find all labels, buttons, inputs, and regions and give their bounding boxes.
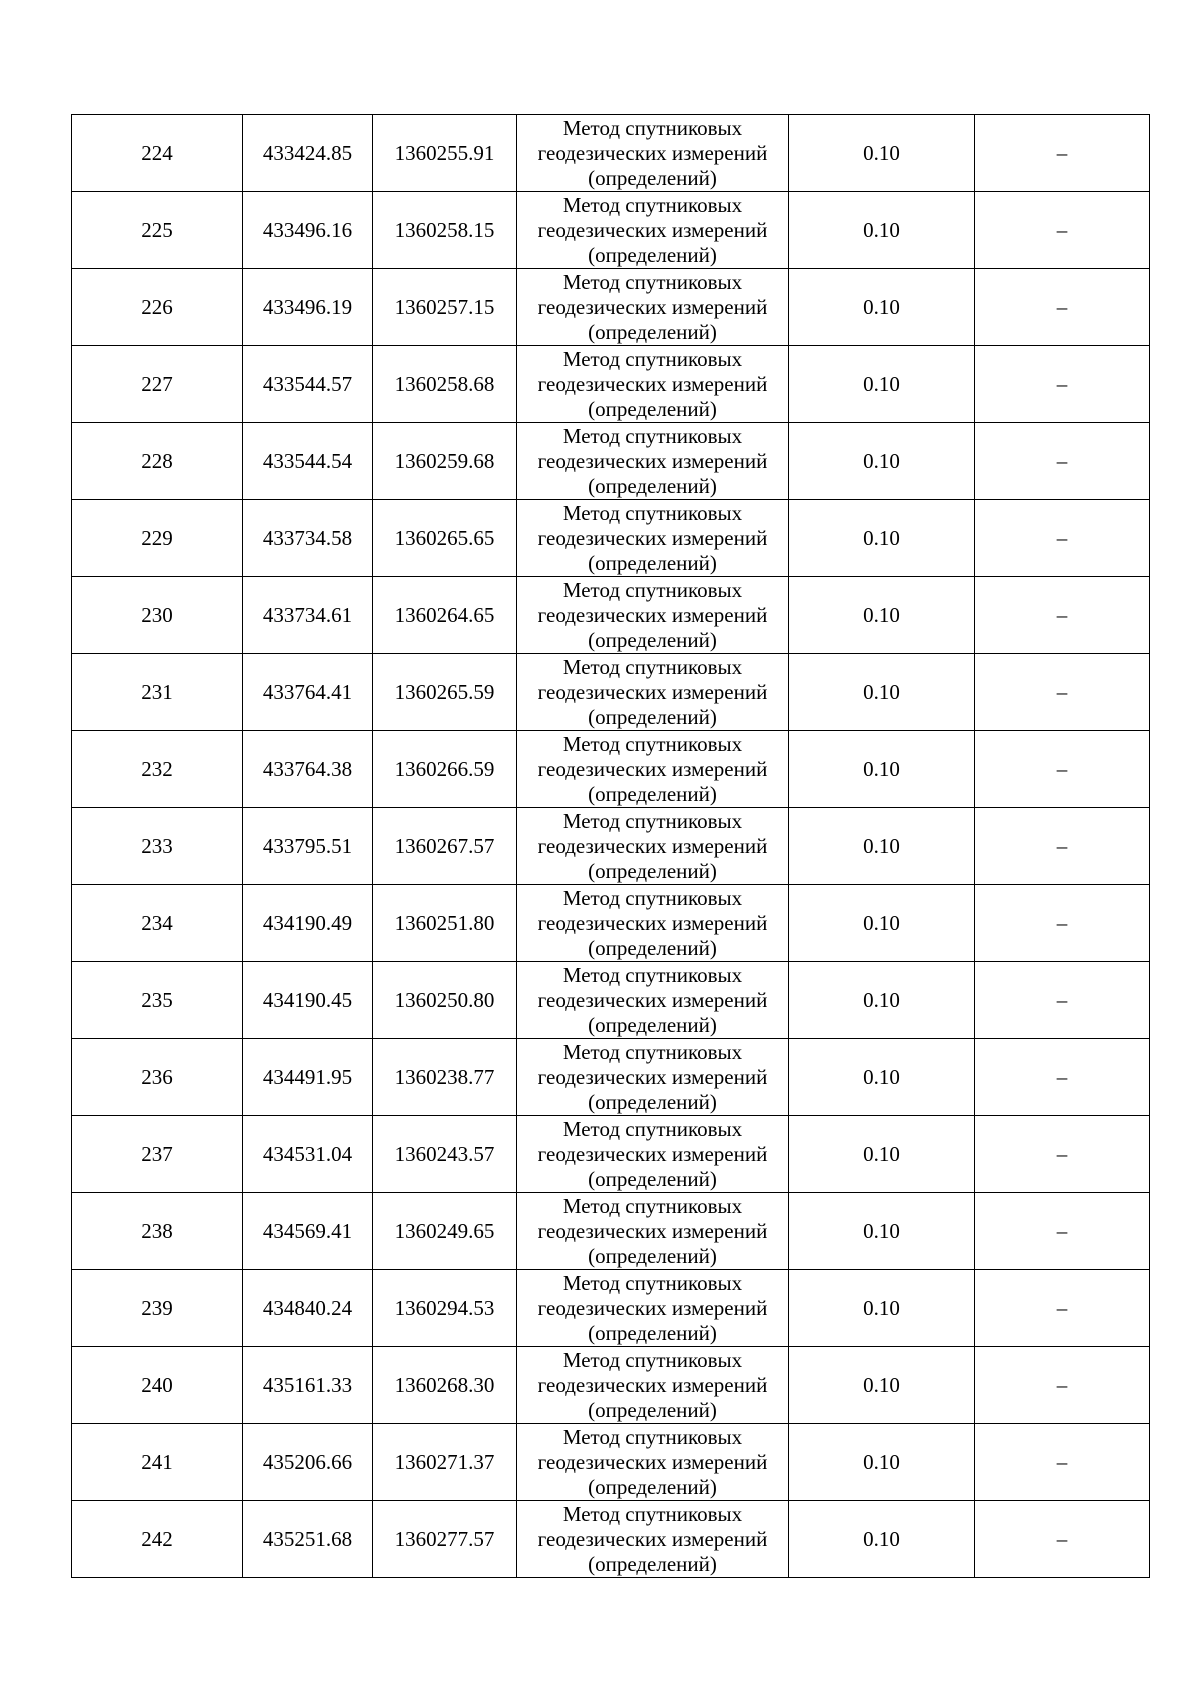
accuracy-cell: 0.10 — [789, 1501, 975, 1578]
method-line: геодезических измерений — [537, 1141, 768, 1166]
method-line: (определений) — [588, 627, 717, 652]
note-cell: – — [975, 346, 1150, 423]
accuracy-cell: 0.10 — [789, 269, 975, 346]
method-cell — [517, 192, 789, 269]
method-line: Метод спутниковых — [562, 808, 743, 833]
table-row — [72, 1347, 1150, 1424]
method-line: (определений) — [588, 935, 717, 960]
table-row — [72, 1193, 1150, 1270]
note-cell: – — [975, 1424, 1150, 1501]
method-line: геодезических измерений — [537, 1295, 768, 1320]
accuracy-cell: 0.10 — [789, 500, 975, 577]
table-row — [72, 731, 1150, 808]
point-number-cell: 240 — [72, 1347, 243, 1424]
method-line: геодезических измерений — [537, 987, 768, 1012]
table-row — [72, 1501, 1150, 1578]
method-line: геодезических измерений — [537, 910, 768, 935]
method-line: Метод спутниковых — [562, 1270, 743, 1295]
point-number-cell: 233 — [72, 808, 243, 885]
method-cell — [517, 962, 789, 1039]
accuracy-cell: 0.10 — [789, 731, 975, 808]
method-line: Метод спутниковых — [562, 1501, 743, 1526]
y-coordinate-cell: 1360250.80 — [373, 962, 517, 1039]
method-cell — [517, 1424, 789, 1501]
method-line: геодезических измерений — [537, 1372, 768, 1397]
accuracy-cell: 0.10 — [789, 808, 975, 885]
method-line: (определений) — [588, 165, 717, 190]
point-number-cell: 224 — [72, 115, 243, 192]
y-coordinate-cell: 1360243.57 — [373, 1116, 517, 1193]
point-number-cell: 236 — [72, 1039, 243, 1116]
method-cell — [517, 808, 789, 885]
note-cell: – — [975, 808, 1150, 885]
note-cell: – — [975, 269, 1150, 346]
x-coordinate-cell: 433544.57 — [243, 346, 373, 423]
method-line: геодезических измерений — [537, 525, 768, 550]
accuracy-cell: 0.10 — [789, 1193, 975, 1270]
method-line: Метод спутниковых — [562, 654, 743, 679]
accuracy-cell: 0.10 — [789, 654, 975, 731]
method-line: Метод спутниковых — [562, 500, 743, 525]
note-cell: – — [975, 1039, 1150, 1116]
y-coordinate-cell: 1360255.91 — [373, 115, 517, 192]
accuracy-cell: 0.10 — [789, 1039, 975, 1116]
y-coordinate-cell: 1360264.65 — [373, 577, 517, 654]
method-line: Метод спутниковых — [562, 115, 743, 140]
note-cell: – — [975, 962, 1150, 1039]
note-cell: – — [975, 192, 1150, 269]
method-line: Метод спутниковых — [562, 1116, 743, 1141]
method-line: Метод спутниковых — [562, 577, 743, 602]
method-line: геодезических измерений — [537, 1526, 768, 1551]
y-coordinate-cell: 1360265.65 — [373, 500, 517, 577]
point-number-cell: 229 — [72, 500, 243, 577]
note-cell: – — [975, 423, 1150, 500]
method-line: геодезических измерений — [537, 756, 768, 781]
x-coordinate-cell: 433764.41 — [243, 654, 373, 731]
table-row — [72, 962, 1150, 1039]
method-line: (определений) — [588, 1166, 717, 1191]
method-cell — [517, 423, 789, 500]
method-line: (определений) — [588, 242, 717, 267]
accuracy-cell: 0.10 — [789, 1270, 975, 1347]
method-line: (определений) — [588, 550, 717, 575]
method-line: (определений) — [588, 1551, 717, 1576]
x-coordinate-cell: 433496.19 — [243, 269, 373, 346]
method-cell — [517, 1347, 789, 1424]
note-cell: – — [975, 115, 1150, 192]
method-line: (определений) — [588, 319, 717, 344]
x-coordinate-cell: 433764.38 — [243, 731, 373, 808]
method-line: геодезических измерений — [537, 602, 768, 627]
accuracy-cell: 0.10 — [789, 1116, 975, 1193]
note-cell: – — [975, 1116, 1150, 1193]
point-number-cell: 234 — [72, 885, 243, 962]
method-cell — [517, 1193, 789, 1270]
method-line: (определений) — [588, 781, 717, 806]
note-cell: – — [975, 654, 1150, 731]
method-line: Метод спутниковых — [562, 346, 743, 371]
method-line: Метод спутниковых — [562, 885, 743, 910]
note-cell: – — [975, 731, 1150, 808]
method-line: (определений) — [588, 704, 717, 729]
y-coordinate-cell: 1360251.80 — [373, 885, 517, 962]
method-line: Метод спутниковых — [562, 269, 743, 294]
method-line: геодезических измерений — [537, 1064, 768, 1089]
x-coordinate-cell: 433734.58 — [243, 500, 373, 577]
coordinates-table — [71, 114, 1150, 1578]
method-line: (определений) — [588, 1012, 717, 1037]
note-cell: – — [975, 500, 1150, 577]
method-line: геодезических измерений — [537, 1218, 768, 1243]
table-row — [72, 1039, 1150, 1116]
point-number-cell: 237 — [72, 1116, 243, 1193]
method-cell — [517, 577, 789, 654]
method-line: Метод спутниковых — [562, 1347, 743, 1372]
point-number-cell: 232 — [72, 731, 243, 808]
y-coordinate-cell: 1360258.15 — [373, 192, 517, 269]
note-cell: – — [975, 1193, 1150, 1270]
y-coordinate-cell: 1360294.53 — [373, 1270, 517, 1347]
method-line: (определений) — [588, 473, 717, 498]
accuracy-cell: 0.10 — [789, 1347, 975, 1424]
x-coordinate-cell: 434840.24 — [243, 1270, 373, 1347]
table-row — [72, 115, 1150, 192]
method-cell — [517, 115, 789, 192]
method-line: Метод спутниковых — [562, 423, 743, 448]
method-line: (определений) — [588, 858, 717, 883]
y-coordinate-cell: 1360268.30 — [373, 1347, 517, 1424]
table-row — [72, 654, 1150, 731]
table-row — [72, 885, 1150, 962]
table-row — [72, 1270, 1150, 1347]
method-line: Метод спутниковых — [562, 962, 743, 987]
point-number-cell: 226 — [72, 269, 243, 346]
y-coordinate-cell: 1360249.65 — [373, 1193, 517, 1270]
y-coordinate-cell: 1360271.37 — [373, 1424, 517, 1501]
y-coordinate-cell: 1360257.15 — [373, 269, 517, 346]
method-line: геодезических измерений — [537, 679, 768, 704]
accuracy-cell: 0.10 — [789, 346, 975, 423]
coordinates-table-body — [72, 115, 1150, 1578]
accuracy-cell: 0.10 — [789, 115, 975, 192]
method-line: геодезических измерений — [537, 833, 768, 858]
x-coordinate-cell: 434190.49 — [243, 885, 373, 962]
method-line: Метод спутниковых — [562, 1039, 743, 1064]
y-coordinate-cell: 1360238.77 — [373, 1039, 517, 1116]
table-row — [72, 269, 1150, 346]
table-row — [72, 1116, 1150, 1193]
note-cell: – — [975, 1347, 1150, 1424]
method-line: геодезических измерений — [537, 294, 768, 319]
method-line: (определений) — [588, 1243, 717, 1268]
method-line: (определений) — [588, 1397, 717, 1422]
x-coordinate-cell: 433795.51 — [243, 808, 373, 885]
table-row — [72, 1424, 1150, 1501]
method-line: (определений) — [588, 396, 717, 421]
point-number-cell: 227 — [72, 346, 243, 423]
method-cell — [517, 1270, 789, 1347]
method-line: геодезических измерений — [537, 217, 768, 242]
note-cell: – — [975, 1501, 1150, 1578]
method-line: Метод спутниковых — [562, 1193, 743, 1218]
method-line: Метод спутниковых — [562, 192, 743, 217]
table-row — [72, 423, 1150, 500]
point-number-cell: 242 — [72, 1501, 243, 1578]
point-number-cell: 238 — [72, 1193, 243, 1270]
point-number-cell: 231 — [72, 654, 243, 731]
method-line: геодезических измерений — [537, 1449, 768, 1474]
accuracy-cell: 0.10 — [789, 1424, 975, 1501]
point-number-cell: 228 — [72, 423, 243, 500]
x-coordinate-cell: 434569.41 — [243, 1193, 373, 1270]
method-cell — [517, 1039, 789, 1116]
y-coordinate-cell: 1360259.68 — [373, 423, 517, 500]
x-coordinate-cell: 435161.33 — [243, 1347, 373, 1424]
x-coordinate-cell: 435251.68 — [243, 1501, 373, 1578]
method-line: геодезических измерений — [537, 448, 768, 473]
note-cell: – — [975, 1270, 1150, 1347]
x-coordinate-cell: 433734.61 — [243, 577, 373, 654]
accuracy-cell: 0.10 — [789, 962, 975, 1039]
x-coordinate-cell: 434491.95 — [243, 1039, 373, 1116]
point-number-cell: 230 — [72, 577, 243, 654]
x-coordinate-cell: 434531.04 — [243, 1116, 373, 1193]
method-cell — [517, 500, 789, 577]
method-line: (определений) — [588, 1474, 717, 1499]
note-cell: – — [975, 577, 1150, 654]
method-cell — [517, 885, 789, 962]
y-coordinate-cell: 1360267.57 — [373, 808, 517, 885]
point-number-cell: 225 — [72, 192, 243, 269]
table-row — [72, 346, 1150, 423]
method-cell — [517, 654, 789, 731]
note-cell: – — [975, 885, 1150, 962]
method-cell — [517, 1501, 789, 1578]
point-number-cell: 235 — [72, 962, 243, 1039]
method-line: геодезических измерений — [537, 371, 768, 396]
table-row — [72, 500, 1150, 577]
point-number-cell: 241 — [72, 1424, 243, 1501]
x-coordinate-cell: 433424.85 — [243, 115, 373, 192]
x-coordinate-cell: 434190.45 — [243, 962, 373, 1039]
method-cell — [517, 269, 789, 346]
y-coordinate-cell: 1360265.59 — [373, 654, 517, 731]
method-line: Метод спутниковых — [562, 1424, 743, 1449]
y-coordinate-cell: 1360266.59 — [373, 731, 517, 808]
x-coordinate-cell: 433544.54 — [243, 423, 373, 500]
x-coordinate-cell: 435206.66 — [243, 1424, 373, 1501]
y-coordinate-cell: 1360258.68 — [373, 346, 517, 423]
accuracy-cell: 0.10 — [789, 423, 975, 500]
method-cell — [517, 1116, 789, 1193]
x-coordinate-cell: 433496.16 — [243, 192, 373, 269]
accuracy-cell: 0.10 — [789, 192, 975, 269]
method-cell — [517, 346, 789, 423]
y-coordinate-cell: 1360277.57 — [373, 1501, 517, 1578]
method-line: Метод спутниковых — [562, 731, 743, 756]
table-row — [72, 192, 1150, 269]
accuracy-cell: 0.10 — [789, 577, 975, 654]
table-row — [72, 577, 1150, 654]
accuracy-cell: 0.10 — [789, 885, 975, 962]
method-line: (определений) — [588, 1089, 717, 1114]
method-line: геодезических измерений — [537, 140, 768, 165]
table-row — [72, 808, 1150, 885]
point-number-cell: 239 — [72, 1270, 243, 1347]
method-line: (определений) — [588, 1320, 717, 1345]
method-cell — [517, 731, 789, 808]
